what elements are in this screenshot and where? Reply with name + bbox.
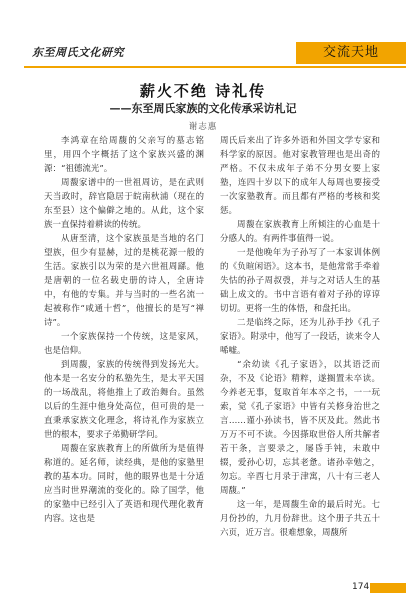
paragraph-continued: 周氏后来出了许多外语和外国文学专家和科学家的原因。他对家教管理也是出奇的严格。不仅未成年子弟不分男女要上家塾，连四十岁以下的成年人每周也要接受一次家塾教育。而且都有严格的考核和奖惩。: [220, 136, 380, 216]
paragraph: 周馥在家族教育上的所做所为是值得称道的。延名师，读经典，是他的家塾里教的基本功。同时，他的眼界也是十分适应当时世界潮流的变化的。除了国学，他的家塾中已经引入了英语和现代理化教育内容。这也是: [44, 444, 204, 524]
left-column: [44, 134, 204, 526]
paragraph: 到周馥，家族的传统得到发扬光大。他本是一名安分的私塾先生，是太平天国的一场战乱，将他推上了政治舞台。虽然以后的生涯中他身处高位，但可贵的是一直秉承家族文化理念，将诗礼作为家族立世的根本，要求子弟勤研学问。: [44, 360, 204, 440]
paragraph: 二是临终之际，还为儿孙手抄《孔子家语》。附录中，他写了一段话，读来令人唏嘘。: [220, 318, 380, 356]
article-author: 谢志惠: [188, 122, 218, 132]
paragraph: 一个家族保持一个传统，这是家风，也是信仰。: [44, 332, 204, 356]
right-column: [220, 134, 380, 540]
paragraph: “余幼读《孔子家语》，以其语泛而杂，不及《论语》精粹，遂搁置未卒读。今养老无事，复取首年本卒之书，一一玩索，觉《孔子家语》中皆有关修身治世之言……谨小孙读书，皆不厌及此。然此书万万不可不读。今因搽取世俗人所共解者若干条，言要录之，屡昏手钝，未敢中辍，爱孙心切，忘其老惫。诸孙幸勉之，勿忘。辛酉七月录于津寓，八十有三老人周馥。”: [220, 360, 380, 496]
paragraph: 这一年，是周馥生命的最后时光。七月份抄的，九月份辞世。这个册子共五十六页，近万言。很难想象，周馥所: [220, 500, 380, 538]
paragraph: 周馥家谱中的一世祖周访，是在武则天当政时，辞官隐居于皖南秋浦（现在的东至县）这个偏僻之地的。从此，这个家族一直保持着耕读的传统。: [44, 178, 204, 230]
article-subtitle: ——东至周氏家族的文化传承采访札记: [109, 102, 297, 115]
paragraph: 周馥在家族教育上所倾注的心血是十分感人的。有两件事值得一说。: [220, 220, 380, 244]
page-number-bar: [370, 583, 406, 593]
paragraph: 从唐至清，这个家族虽是当地的名门望族，但少有显赫，过的是桃花源一般的生活。家族引以为荣的是六世祖周繇。他是唐朝的一位名载史册的诗人，全唐诗中，有他的专集。并与当时的一些名流一起被称作“咸通十哲”，他擅长的是写“禅诗”。: [44, 234, 204, 328]
paragraph: 一是他晚年为子孙写了一本家训体例的《负暄闲语》。这本书，是他常常手牵着失怙的孙子周叔弢，并与之对话人生的基础上成文的。书中言语有着对子孙的谆谆切切。更将一生的体悟，和盘托出。: [220, 248, 380, 314]
article-title: 薪火不绝 诗礼传: [139, 82, 267, 100]
paragraph: 李鸿章在给周馥的父亲写的墓志铭里，用四个字概括了这个家族兴盛的渊源：“祖德流光”。: [44, 136, 204, 174]
page-number: 174: [352, 582, 370, 592]
section-tag: 交流天地: [296, 42, 406, 64]
header-rule: [24, 66, 406, 68]
journal-name: 东至周氏文化研究: [32, 46, 124, 59]
page-header: [0, 42, 406, 64]
